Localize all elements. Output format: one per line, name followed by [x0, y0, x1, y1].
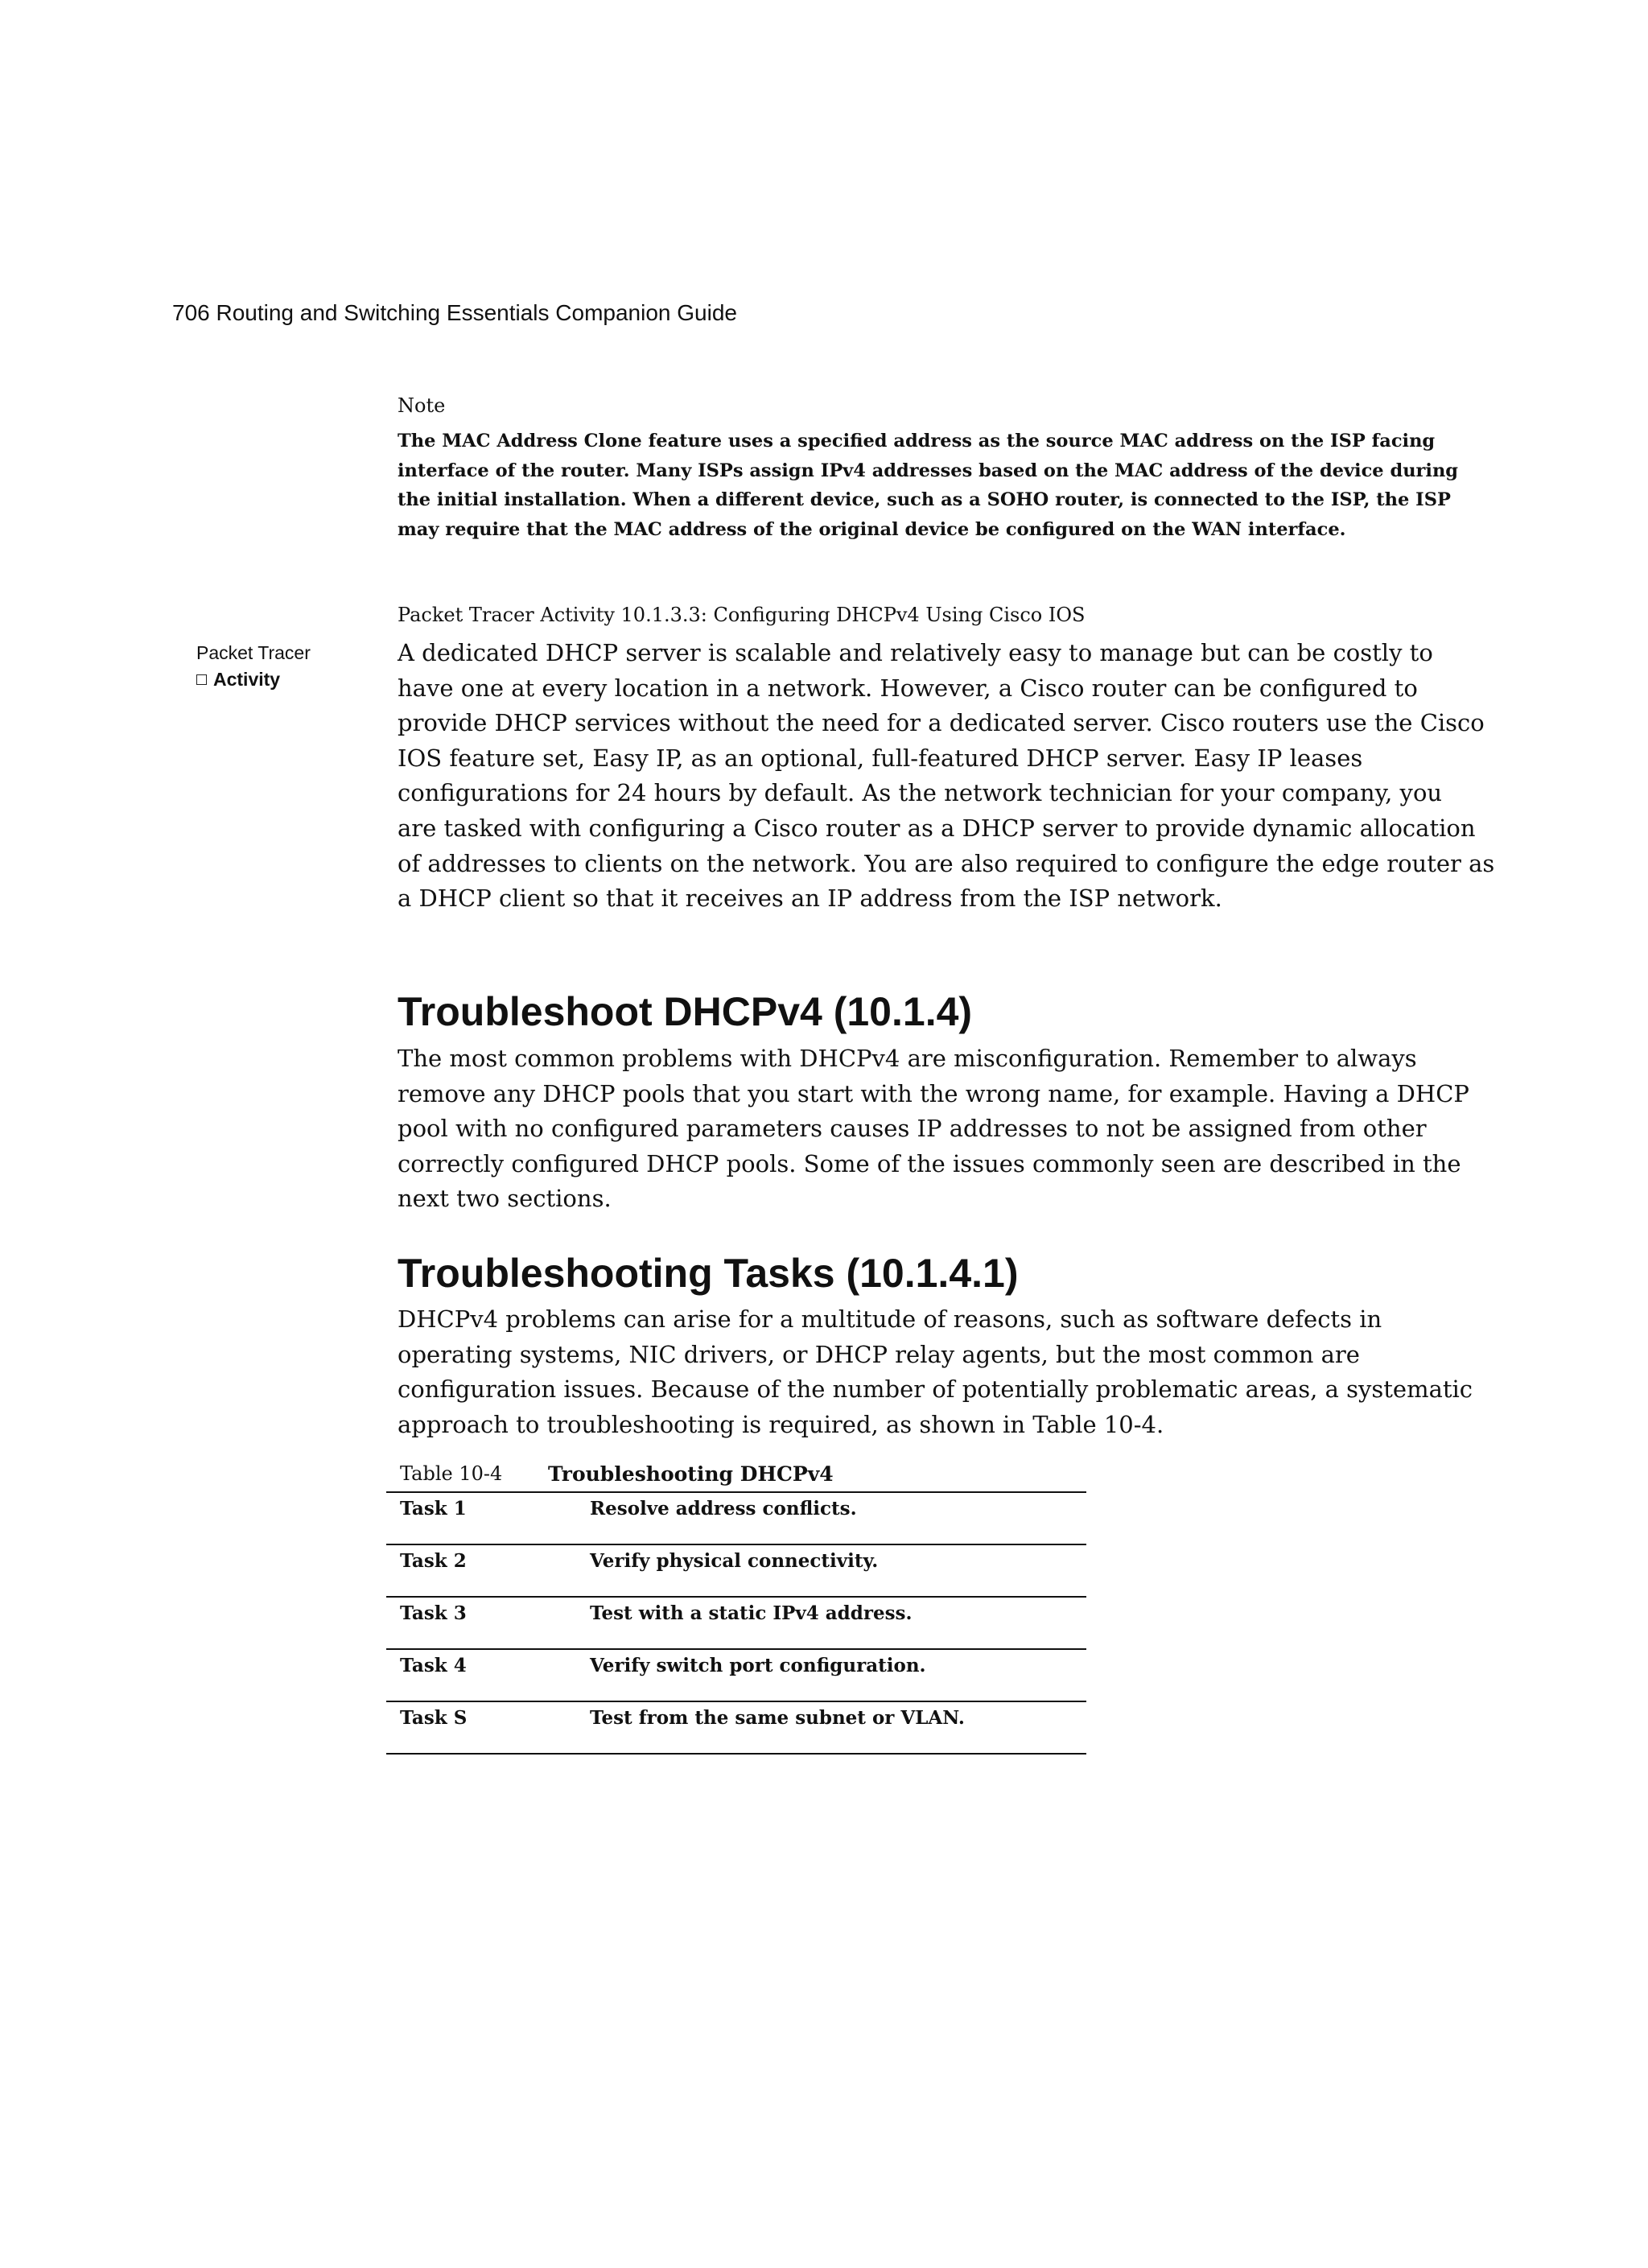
table-row	[386, 1491, 1086, 1544]
note-label: Note	[398, 394, 446, 417]
checkbox-icon	[196, 674, 207, 685]
activity-paragraph	[398, 636, 1495, 917]
side-label-activity: Activity	[213, 669, 281, 690]
table-row	[386, 1544, 1086, 1596]
paragraph-line: approach to troubleshooting is required, as shown in Table 10-4.	[398, 1410, 1164, 1438]
paragraph-line: configurations for 24 hours by default. As the network technician for your company, you	[398, 779, 1443, 807]
note-body	[398, 427, 1459, 544]
section2-paragraph	[398, 1302, 1473, 1442]
section1-paragraph	[398, 1041, 1469, 1217]
side-label-line: Packet Tracer	[196, 642, 311, 663]
table-cell-desc: Verify switch port configuration.	[590, 1655, 926, 1676]
paragraph-line: have one at every location in a network. However, a Cisco router can be configured to	[398, 674, 1418, 702]
paragraph-line: IOS feature set, Easy IP, as an optional, full-featured DHCP server. Easy IP leases	[398, 744, 1363, 772]
activity-title: Packet Tracer Activity 10.1.3.3: Configuring DHCPv4 Using Cisco IOS	[398, 604, 1086, 626]
paragraph-line: remove any DHCP pools that you start with the wrong name, for example. Having a DHCP	[398, 1079, 1469, 1107]
table-caption	[400, 1462, 834, 1486]
paragraph-line: a DHCP client so that it receives an IP address from the ISP network.	[398, 885, 1222, 913]
table-cell-desc: Verify physical connectivity.	[590, 1550, 879, 1572]
paragraph-line: configuration issues. Because of the number of potentially problematic areas, a systematic	[398, 1375, 1473, 1404]
page-header: 706 Routing and Switching Essentials Companion Guide	[172, 300, 737, 325]
section-heading: Troubleshoot DHCPv4 (10.1.4)	[398, 989, 973, 1034]
table-title: Troubleshooting DHCPv4	[548, 1462, 834, 1486]
paragraph-line: of addresses to clients on the network. You are also required to configure the edge router as	[398, 849, 1495, 877]
paragraph-line: pool with no configured parameters causes IP addresses to not be assigned from other	[398, 1115, 1427, 1143]
paragraph-line: are tasked with configuring a Cisco router as a DHCP server to provide dynamic allocation	[398, 814, 1476, 842]
paragraph-line: provide DHCP services without the need for a dedicated server. Cisco routers use the Cisco	[398, 709, 1485, 737]
side-label-line	[196, 666, 311, 693]
note-line: interface of the router. Many ISPs assign IPv4 addresses based on the MAC address of the device during	[398, 460, 1459, 481]
table-cell-desc: Resolve address conflicts.	[590, 1498, 857, 1520]
paragraph-line: DHCPv4 problems can arise for a multitude of reasons, such as software defects in	[398, 1305, 1382, 1333]
packet-tracer-side-label	[196, 640, 311, 693]
table-cell-task: Task 2	[400, 1550, 467, 1572]
table-label: Table 10-4	[400, 1462, 503, 1485]
table-cell-desc: Test with a static IPv4 address.	[590, 1602, 913, 1624]
paragraph-line: next two sections.	[398, 1185, 612, 1213]
table-row	[386, 1648, 1086, 1701]
table-cell-desc: Test from the same subnet or VLAN.	[590, 1707, 965, 1729]
table-cell-task: Task S	[400, 1707, 468, 1729]
table-row	[386, 1596, 1086, 1648]
table-cell-task: Task 1	[400, 1498, 467, 1520]
paragraph-line: correctly configured DHCP pools. Some of the issues commonly seen are described in the	[398, 1149, 1461, 1177]
paragraph-line: operating systems, NIC drivers, or DHCP relay agents, but the most common are	[398, 1340, 1360, 1368]
table-row	[386, 1701, 1086, 1755]
note-line: may require that the MAC address of the original device be configured on the WAN interface.	[398, 518, 1346, 540]
paragraph-line: A dedicated DHCP server is scalable and relatively easy to manage but can be costly to	[398, 639, 1433, 666]
table-cell-task: Task 4	[400, 1655, 467, 1676]
troubleshooting-table	[386, 1491, 1086, 1755]
note-line: The MAC Address Clone feature uses a specified address as the source MAC address on the ISP facing	[398, 431, 1436, 452]
section-heading: Troubleshooting Tasks (10.1.4.1)	[398, 1251, 1019, 1296]
paragraph-line: The most common problems with DHCPv4 are misconfiguration. Remember to always	[398, 1045, 1417, 1072]
table-cell-task: Task 3	[400, 1602, 467, 1624]
note-line: the initial installation. When a different device, such as a SOHO router, is connected to the ISP, the ISP	[398, 489, 1451, 510]
